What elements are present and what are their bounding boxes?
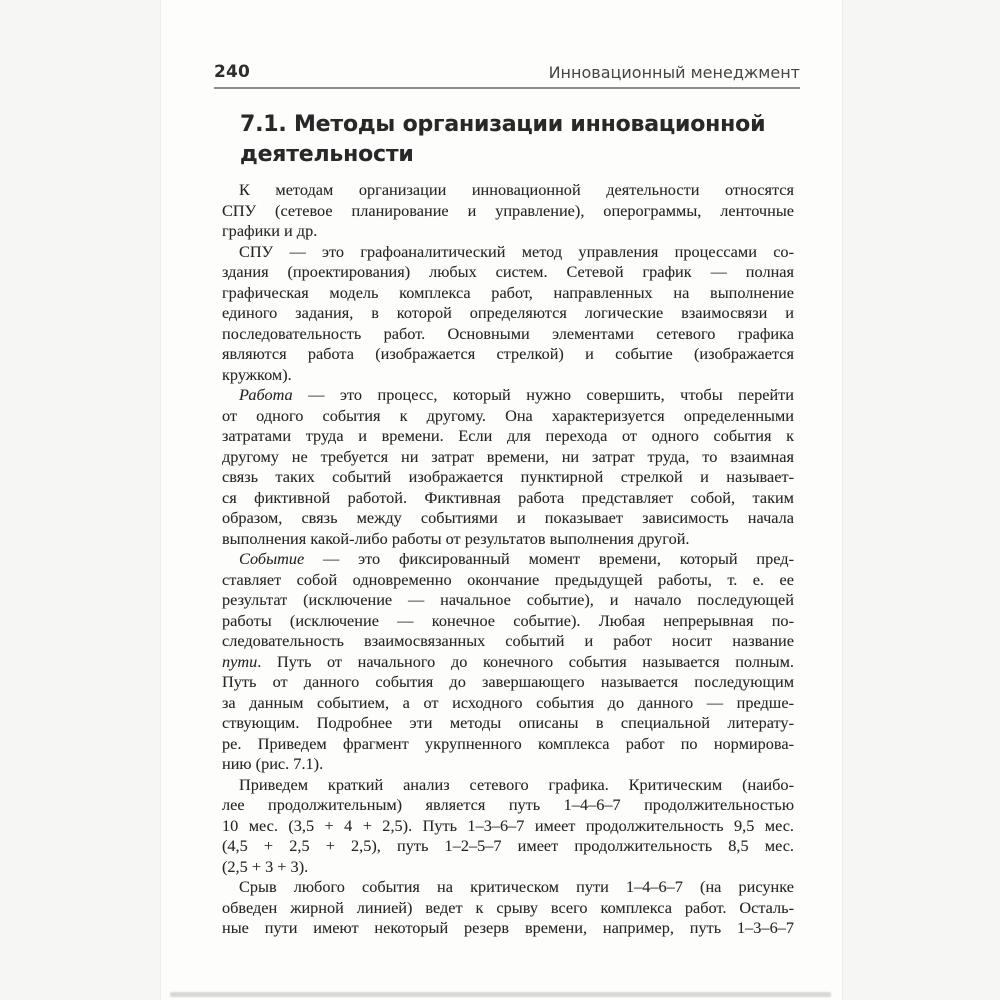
text-segment: единого задания, в которой определяются логические взаимосвязи и (222, 303, 794, 322)
text-line (222, 426, 794, 447)
text-line (222, 303, 794, 324)
page-number: 240 (214, 62, 251, 82)
text-line (222, 631, 794, 652)
running-header-title: Инновационный менеджмент (548, 63, 800, 82)
text-segment: выполнения какой-либо работы от результатов выполнения другой. (222, 528, 690, 548)
text-line (222, 488, 794, 509)
text-segment: затратами труда и времени. Если для перехода от одного события к (222, 426, 794, 445)
text-line (222, 242, 794, 263)
text-line (222, 590, 794, 611)
text-line (222, 344, 794, 365)
text-segment: графики и др. (222, 221, 318, 240)
text-segment: Путь от данного события до завершающего называется последующим (222, 672, 794, 691)
text-line (222, 467, 794, 488)
text-line (222, 672, 794, 693)
text-line (222, 754, 794, 775)
italic-term: Событие (239, 549, 305, 568)
text-segment: — это фиксированный момент времени, который пред- (304, 549, 794, 568)
text-segment: нию (рис. 7.1). (222, 754, 324, 773)
text-segment: лее продолжительным) является путь 1–4–6–7 продолжительностью (222, 795, 794, 814)
text-line (222, 447, 794, 468)
text-line (222, 365, 794, 386)
paragraph (222, 775, 794, 878)
text-line (222, 795, 794, 816)
text-line (222, 693, 794, 714)
text-line (222, 529, 794, 550)
text-segment: графическая модель комплекса работ, направленных на выполнение (222, 282, 794, 302)
text-segment: обведен жирной линией) ведет к срыву всего комплекса работ. Осталь- (222, 897, 794, 917)
text-line (222, 221, 794, 242)
text-segment: ставляет собой одновременно окончание предыдущей работы, т. е. ее (222, 569, 794, 589)
text-line (222, 816, 794, 837)
paragraph (222, 242, 794, 386)
section-heading-line: 7.1. Методы организации инновационной (240, 112, 766, 137)
text-segment: ствующим. Подробнее эти методы описаны в специальной литерату- (222, 713, 794, 732)
section-heading (240, 110, 800, 170)
text-line (222, 180, 794, 201)
page-bottom-shadow (170, 992, 831, 997)
text-line (222, 508, 794, 529)
text-line (222, 283, 794, 304)
text-segment: (4,5 + 2,5 + 2,5), путь 1–2–5–7 имеет продолжительность 8,5 мес. (222, 836, 794, 855)
running-header (214, 62, 800, 82)
text-segment: кружком). (222, 364, 292, 384)
text-line (222, 385, 794, 406)
text-line (222, 262, 794, 283)
text-line (222, 877, 794, 898)
text-segment: ре. Приведем фрагмент укрупненного комплекса работ по нормирова- (222, 733, 794, 753)
paragraph (222, 180, 794, 242)
text-line (222, 652, 794, 673)
paragraph (222, 877, 794, 939)
text-segment: — это процесс, который нужно совершить, чтобы перейти (292, 385, 794, 404)
text-segment: являются работа (изображается стрелкой) и событие (изображается (222, 344, 794, 363)
text-segment: 10 мес. (3,5 + 4 + 2,5). Путь 1–3–6–7 имеет продолжительность 9,5 мес. (222, 815, 794, 835)
paragraph (222, 549, 794, 775)
section-heading-line: деятельности (240, 142, 414, 167)
text-segment: следовательность взаимосвязанных событий и работ носит название (222, 631, 794, 650)
body-text (222, 180, 794, 939)
text-segment: (2,5 + 3 + 3). (222, 856, 309, 876)
text-segment: от одного события к другому. Она характеризуется определенными (222, 405, 794, 425)
text-line (222, 611, 794, 632)
text-line (222, 734, 794, 755)
text-segment: другому не требуется ни затрат времени, ни затрат труда, то взаимная (222, 446, 794, 466)
header-rule (214, 87, 800, 89)
text-line (222, 836, 794, 857)
text-segment: Приведем краткий анализ сетевого графика. Критическим (наибо- (239, 774, 794, 794)
text-line (222, 570, 794, 591)
text-line (222, 857, 794, 878)
text-segment: ся фиктивной работой. Фиктивная работа представляет собой, таким (222, 487, 794, 507)
text-line (222, 918, 794, 939)
text-segment: Срыв любого события на критическом пути 1–4–6–7 (на рисунке (239, 877, 794, 896)
italic-term: пути (222, 651, 258, 671)
text-segment: связь таких событий изображается пунктирной стрелкой и называет- (222, 467, 794, 486)
text-line (222, 201, 794, 222)
text-segment: результат (исключение — начальное событие), и начало последующей (222, 590, 794, 609)
text-line (222, 775, 794, 796)
text-segment: последовательность работ. Основными элементами сетевого графика (222, 323, 794, 343)
text-segment: образом, связь между событиями и показывает зависимость начала (222, 508, 794, 527)
text-line (222, 898, 794, 919)
italic-term: Работа (239, 385, 293, 404)
text-segment: СПУ (сетевое планирование и управление), оперограммы, ленточные (222, 200, 794, 220)
paragraph (222, 385, 794, 549)
text-line (222, 324, 794, 345)
text-segment: . Путь от начального до конечного события называется полным. (257, 651, 794, 671)
text-segment: К методам организации инновационной деятельности относятся (239, 180, 794, 199)
text-segment: СПУ — это графоаналитический метод управления процессами со- (239, 241, 794, 261)
text-line (222, 406, 794, 427)
text-line (222, 713, 794, 734)
text-segment: здания (проектирования) любых систем. Сетевой график — полная (222, 262, 794, 281)
text-segment: за данным событием, а от исходного события до данного — предше- (222, 692, 794, 712)
text-segment: ные пути имеют некоторый резерв времени, например, путь 1–3–6–7 (222, 918, 794, 937)
text-segment: работы (исключение — конечное событие). Любая непрерывная по- (222, 610, 794, 630)
text-line (222, 549, 794, 570)
